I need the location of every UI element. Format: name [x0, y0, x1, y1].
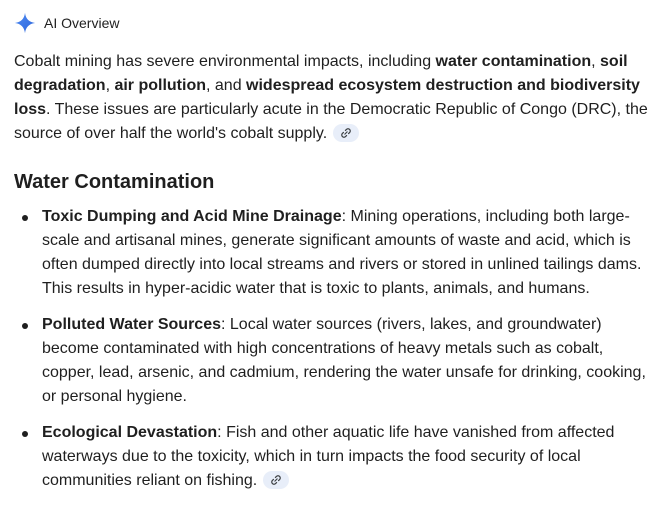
- intro-text: ,: [105, 77, 115, 94]
- list-item: [14, 205, 654, 301]
- intro-highlight-air: air pollution: [114, 77, 206, 94]
- intro-paragraph: [14, 50, 650, 146]
- intro-highlight-ecosystem: widespread ecosystem destruction and biodiversity loss: [14, 77, 640, 118]
- bullet-text: : Mining operations, including both large-scale and artisanal mines, generate significant amounts of waste and acid, which is often dumped directly into local streams and rivers or stored in unlined tailings dams. This results in hyper-acidic water that is toxic to plants, animals, and humans.: [42, 208, 642, 297]
- intro-text: Cobalt mining has severe environmental impacts, including: [14, 53, 436, 70]
- list-item: [14, 421, 654, 493]
- bullet-text: : Fish and other aquatic life have vanished from affected waterways due to the toxicity, which in turn impacts the food security of local communities reliant on fishing.: [42, 424, 615, 489]
- bullet-icon: [22, 323, 28, 329]
- ai-overview-label: AI Overview: [44, 15, 120, 31]
- intro-highlight-soil: soil degradation: [14, 53, 628, 94]
- bullet-list: [14, 205, 654, 505]
- bullet-title: Polluted Water Sources: [42, 316, 221, 333]
- bullet-icon: [22, 215, 28, 221]
- intro-text: . These issues are particularly acute in the Democratic Republic of Congo (DRC), the source of over half the world's cobalt supply.: [14, 101, 648, 142]
- list-item: [14, 313, 654, 409]
- bullet-text: : Local water sources (rivers, lakes, and groundwater) become contaminated with high concentrations of heavy metals such as cobalt, copper, lead, arsenic, and cadmium, rendering the water unsafe for drinking, cooking, or personal hygiene.: [42, 316, 646, 405]
- source-link-button[interactable]: [333, 124, 359, 142]
- gemini-spark-icon: [14, 12, 36, 34]
- section-heading: Water Contamination: [14, 171, 215, 193]
- intro-text: ,: [591, 53, 601, 70]
- link-icon: [270, 474, 282, 486]
- intro-highlight-water: water contamination: [435, 53, 592, 70]
- link-icon: [340, 127, 352, 139]
- bullet-icon: [22, 431, 28, 437]
- bullet-title: Ecological Devastation: [42, 424, 218, 441]
- bullet-title: Toxic Dumping and Acid Mine Drainage: [42, 208, 342, 225]
- ai-overview-header: [14, 11, 119, 35]
- intro-text: , and: [206, 77, 247, 94]
- source-link-button[interactable]: [263, 471, 289, 489]
